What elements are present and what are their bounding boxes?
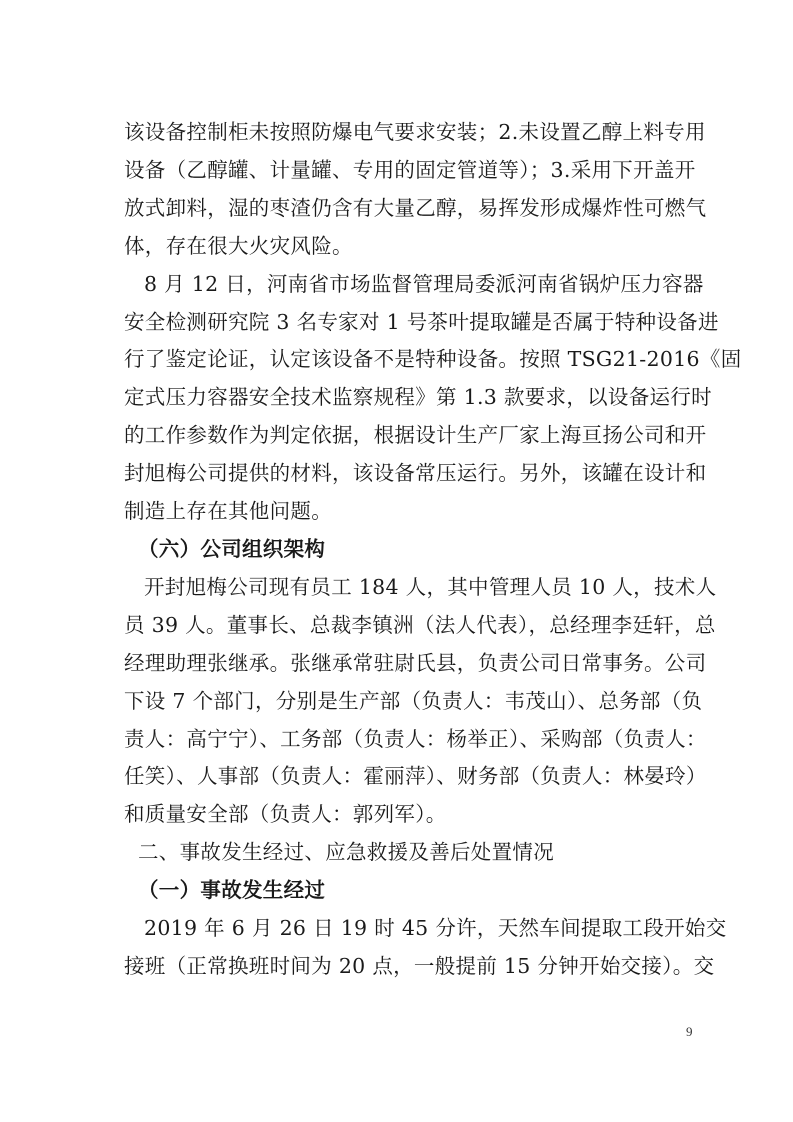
body-text-line: 设备（乙醇罐、计量罐、专用的固定管道等）；3.采用下开盖开 [124,158,696,182]
body-text-line: 封旭梅公司提供的材料，该设备常压运行。另外，该罐在设计和 [124,461,707,485]
body-text-line: 责人：高宁宁）、工务部（负责人：杨举正）、采购部（负责人： [124,727,707,751]
body-text-line: 任笑）、人事部（负责人：霍丽萍）、财务部（负责人：林晏玲） [124,764,707,788]
body-text-line: 接班（正常换班时间为 20 点，一般提前 15 分钟开始交接）。交 [124,954,715,978]
body-text-line: 下设 7 个部门，分别是生产部（负责人：韦茂山）、总务部（负 [124,689,703,713]
paragraph-first-line: 2019 年 6 月 26 日 19 时 45 分许，天然车间提取工段开始交 [144,916,727,940]
subsection-heading: （一）事故发生经过 [138,878,326,902]
section-heading: （六）公司组织架构 [138,537,326,561]
body-text-line: 员 39 人。董事长、总裁李镇洲（法人代表），总经理李廷轩，总 [124,613,716,637]
paragraph-first-line: 开封旭梅公司现有员工 184 人，其中管理人员 10 人，技术人 [144,575,717,599]
body-text-line: 安全检测研究院 3 名专家对 1 号茶叶提取罐是否属于特种设备进 [124,310,719,334]
body-text-line: 该设备控制柜未按照防爆电气要求安装；2.未设置乙醇上料专用 [124,120,706,144]
body-text-line: 放式卸料，湿的枣渣仍含有大量乙醇，易挥发形成爆炸性可燃气 [124,196,707,220]
paragraph-first-line: 8 月 12 日，河南省市场监督管理局委派河南省锅炉压力容器 [144,272,704,296]
page-number: 9 [686,1024,693,1039]
body-text-line: 制造上存在其他问题。 [124,499,332,523]
body-text-line: 体，存在很大火灾风险。 [124,234,353,258]
body-text-line: 行了鉴定论证，认定该设备不是特种设备。按照 TSG21-2016《固 [124,347,742,371]
body-text-line: 定式压力容器安全技术监察规程》第 1.3 款要求，以设备运行时 [124,385,712,409]
chapter-heading: 二、事故发生经过、应急救援及善后处置情况 [138,840,554,864]
body-text-line: 和质量安全部（负责人：郭列军）。 [124,802,447,826]
body-text-line: 经理助理张继承。张继承常驻尉氏县，负责公司日常事务。公司 [124,651,707,675]
body-text-line: 的工作参数作为判定依据，根据设计生产厂家上海亘扬公司和开 [124,423,707,447]
